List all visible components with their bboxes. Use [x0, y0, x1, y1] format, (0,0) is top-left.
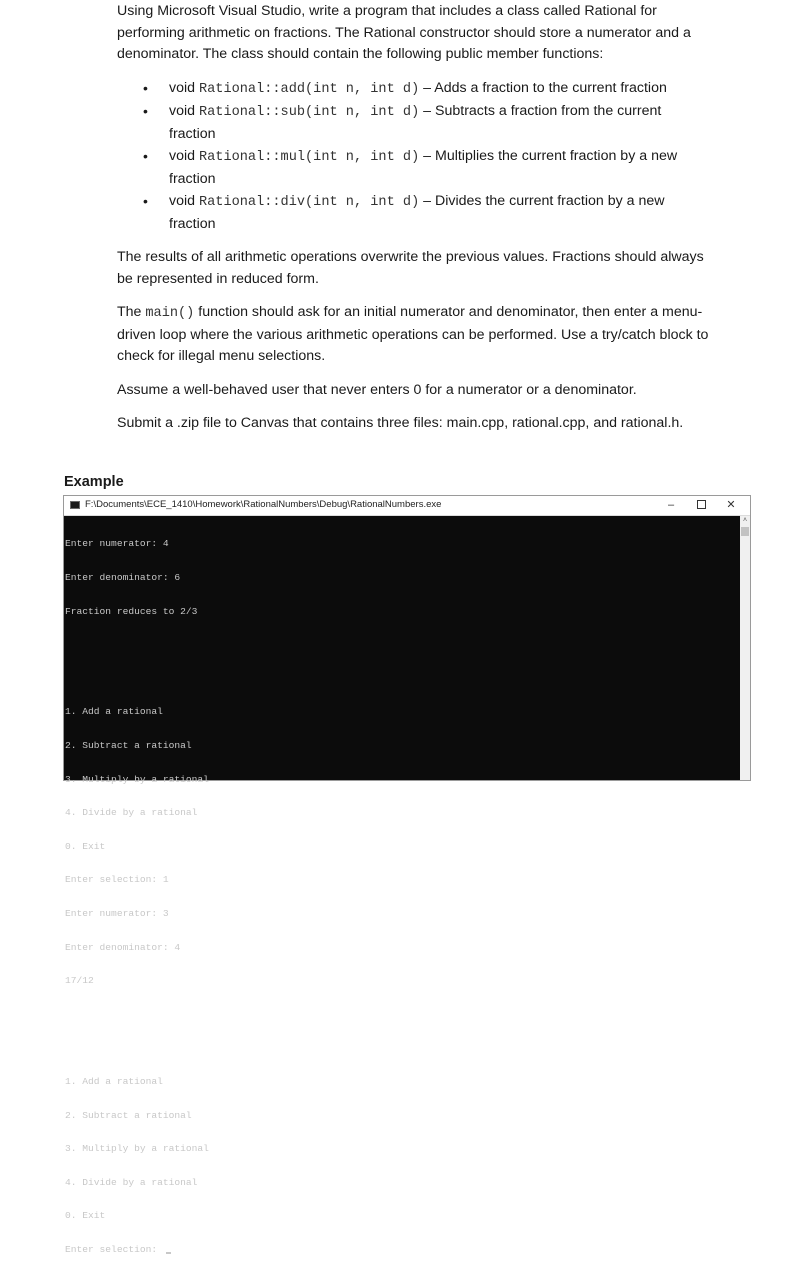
text-line: Using Microsoft Visual Studio, write a program that includes a class called Rational for — [117, 3, 657, 19]
console-line — [65, 1009, 740, 1020]
console-line: 1. Add a rational — [65, 1075, 163, 1087]
console-window-title: F:\Documents\ECE_1410\Homework\RationalNumbers\Debug\RationalNumbers.exe — [85, 499, 442, 510]
function-list — [117, 78, 767, 236]
console-line: Enter selection: 1 — [65, 874, 169, 886]
return-type: void — [169, 193, 199, 209]
console-line: 3. Multiply by a rational — [65, 773, 209, 785]
console-line — [65, 639, 740, 650]
function-item-add — [117, 78, 767, 101]
console-line: 17/12 — [65, 975, 94, 987]
console-line: Enter numerator: 4 — [65, 538, 169, 550]
maximize-button[interactable] — [686, 497, 716, 514]
submit-paragraph: Submit a .zip file to Canvas that contains three files: main.cpp, rational.cpp, and rational.h. — [117, 415, 684, 431]
function-signature: Rational::add(int n, int d) — [198, 81, 420, 97]
console-line: 1. Add a rational — [65, 706, 163, 718]
console-line: 2. Subtract a rational — [65, 1109, 192, 1121]
console-output — [65, 516, 740, 1255]
console-line: Enter denominator: 6 — [65, 572, 181, 583]
console-line: 2. Subtract a rational — [65, 739, 192, 751]
main-paragraph — [117, 302, 767, 368]
text-fragment: The — [117, 304, 146, 320]
close-button[interactable]: ✕ — [726, 499, 736, 511]
text-line: The results of all arithmetic operations overwrite the previous values. Fractions should always — [117, 249, 704, 265]
console-prompt-line[interactable] — [65, 1244, 740, 1255]
return-type: void — [169, 148, 199, 164]
console-titlebar[interactable] — [64, 496, 750, 516]
intro-paragraph — [117, 1, 767, 66]
console-app-icon — [70, 501, 80, 509]
console-line: 0. Exit — [65, 840, 106, 852]
function-description: – Divides the current fraction by a new — [419, 193, 665, 209]
assignment-text — [117, 0, 767, 435]
text-cursor — [166, 1252, 171, 1254]
scroll-thumb[interactable] — [741, 527, 749, 536]
console-line: Enter numerator: 3 — [65, 907, 169, 919]
function-description: – Subtracts a fraction from the current — [419, 103, 662, 119]
function-signature: Rational::sub(int n, int d) — [198, 105, 420, 120]
scroll-up-arrow-icon[interactable]: ˄ — [742, 517, 748, 524]
return-type: void — [169, 103, 199, 119]
text-line: denominator. The class should contain the following public member functions: — [117, 46, 604, 62]
console-window — [63, 495, 751, 1255]
console-line: Enter denominator: 4 — [65, 941, 181, 953]
console-line: Fraction reduces to 2/3 — [65, 605, 198, 617]
function-description: – Multiplies the current fraction by a new — [419, 148, 678, 164]
function-description-cont: fraction — [169, 215, 216, 232]
text-line: performing arithmetic on fractions. The Rational constructor should store a numerator and a — [117, 24, 691, 41]
text-line: driven loop where the various arithmetic operations can be performed. Use a try/catch block to — [117, 326, 709, 343]
example-heading: Example — [64, 474, 124, 490]
function-description: – Adds a fraction to the current fraction — [419, 79, 667, 96]
vertical-scrollbar[interactable] — [740, 516, 750, 780]
console-prompt: Enter selection: — [65, 1243, 163, 1255]
function-description-cont: fraction — [169, 170, 216, 187]
text-line — [117, 302, 767, 325]
console-line — [65, 1042, 740, 1053]
console-line: 4. Divide by a rational — [65, 807, 198, 819]
main-code: main() — [145, 306, 195, 321]
console-line: 4. Divide by a rational — [65, 1176, 198, 1188]
function-signature: Rational::mul(int n, int d) — [198, 150, 420, 165]
text-fragment: function should ask for an initial numerator and denominator, then enter a menu- — [194, 304, 703, 320]
console-line: 3. Multiply by a rational — [65, 1143, 209, 1155]
console-line — [65, 673, 740, 684]
text-line: check for illegal menu selections. — [117, 348, 326, 364]
minimize-button[interactable]: – — [667, 499, 675, 511]
text-line: be represented in reduced form. — [117, 270, 319, 287]
function-item-div — [117, 191, 767, 235]
console-line: 0. Exit — [65, 1210, 106, 1222]
function-description-cont: fraction — [169, 125, 216, 142]
assume-paragraph: Assume a well-behaved user that never enters 0 for a numerator or a denominator. — [117, 381, 637, 398]
return-type: void — [169, 79, 199, 96]
function-item-sub — [117, 101, 767, 145]
function-item-mul — [117, 146, 767, 190]
function-signature: Rational::div(int n, int d) — [198, 195, 420, 210]
results-paragraph — [117, 247, 767, 290]
maximize-icon — [697, 500, 706, 509]
